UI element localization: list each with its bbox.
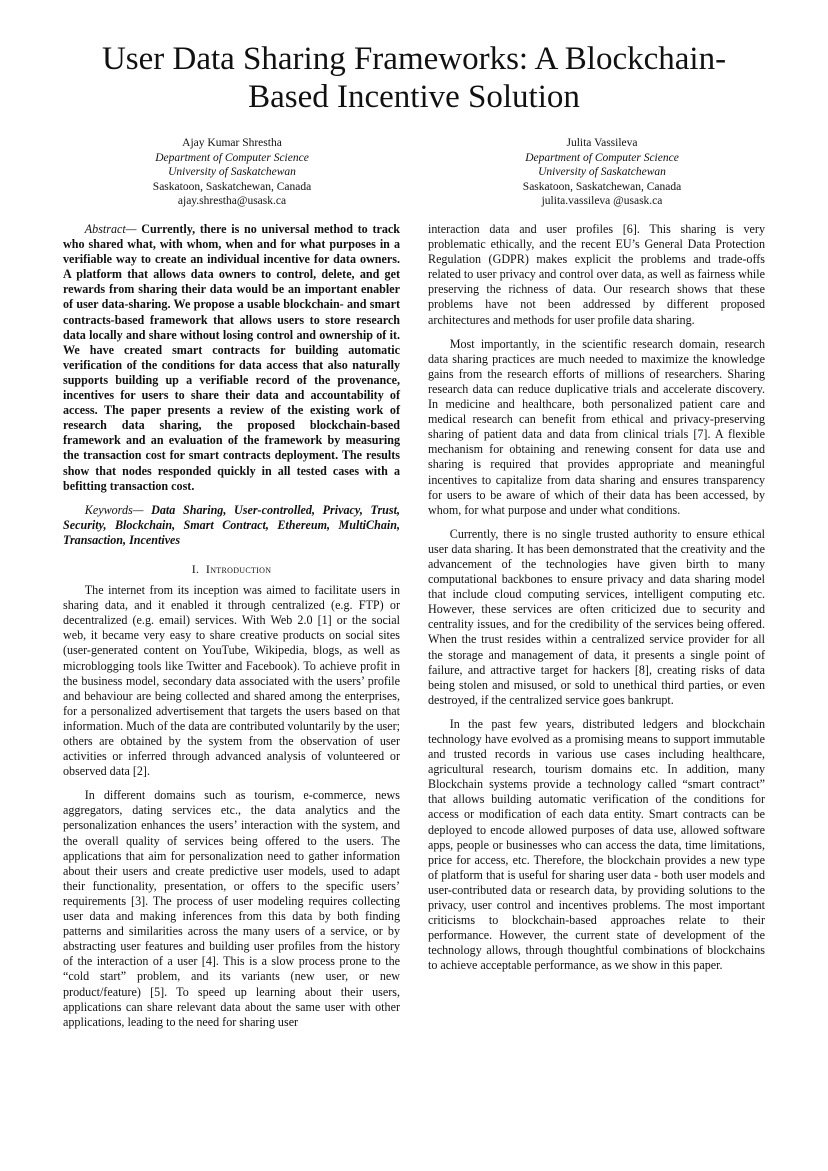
section-number: I. [191, 561, 200, 576]
author-department: Department of Computer Science [155, 151, 309, 164]
right-column [428, 222, 765, 983]
author-department: Department of Computer Science [525, 151, 679, 164]
title-line-1: User Data Sharing Frameworks: A Blockchain- [101, 41, 727, 77]
author-email: julita.vassileva @usask.ca [541, 195, 663, 208]
section-heading [63, 562, 400, 577]
body-paragraph: The internet from its inception was aimed to facilitate users in sharing data, and it enabled it through centralized (e.g. FTP) or decentralized (e.g. email) services. With Web 2.0 [1] or the social web, it became very easy to share creative products on social sites (user-generated content on YouTube, Wikipedia, blogs, as well as microblogging tools like Twitter and Facebook). To achieve profit in the business model, secondary data associated with the users’ profile and behaviour are being collected and shared among the enterprises, for a personalized advertisement that targets the users based on that information. Much of the data are contributed voluntarily by the user; others are obtained by the system from the observation of user activities or inferred through advanced analysis of volunteered or observed data [2]. [63, 583, 400, 779]
keywords-text: Data Sharing, User-controlled, Privacy, Trust, Security, Blockchain, Smart Contract, Ethereum, MultiChain, Transaction, Incentives [63, 502, 400, 547]
author-location: Saskatoon, Saskatchewan, Canada [522, 180, 682, 193]
author-block-1 [82, 136, 382, 209]
abstract [63, 222, 400, 494]
body-paragraph: Most importantly, in the scientific research domain, research data sharing practices are much needed to maximize the knowledge gains from the research efforts of millions of researchers. Sharing research data can reduce duplicative trials and accelerate discovery. In medicine and healthcare, both personalized patient care and medical research can benefit from ethical and privacy-preserving sharing of patient data and data from clinical trials [7]. A flexible mechanism for obtaining and renewing consent for data use and sharing is required that provides appropriate and meaningful incentives to capitalize from data sharing and ensures transparency for users to be aware of which of their data has been accessed, by whom, for what purpose and under what conditions. [428, 336, 765, 517]
body-paragraph: In different domains such as tourism, e-commerce, news aggregators, dating services etc., the data analytics and the personalization enhances the users’ interaction with the system, and the overall quality of services being offered to the users. The applications that aim for personalization need to gather information about their users and create predictive user models, used to adapt their functionality, presentation, or offers to the specific users’ requirements [3]. The process of user modeling requires collecting user data and making inferences from this data by both finding patterns and similarities across the many users of a service, or by abstracting user features and building user profiles from the history of the interaction of a user [4]. This is a slow process prone to the “cold start” problem, and its variants (new user, or new product/feature) [5]. To speed up learning about their users, applications can share relevant data about the same user with other applications, leading to the need for sharing user [63, 788, 400, 1029]
title-line-2: Based Incentive Solution [248, 79, 580, 115]
author-name: Ajay Kumar Shrestha [182, 137, 282, 149]
abstract-lead: Abstract— [84, 222, 137, 236]
left-column [63, 222, 400, 1039]
paper-title [60, 40, 768, 116]
author-block-2 [452, 136, 752, 209]
section-title: Introduction [205, 561, 272, 576]
author-name: Julita Vassileva [566, 137, 638, 149]
author-location: Saskatoon, Saskatchewan, Canada [152, 180, 312, 193]
keywords [63, 503, 400, 548]
author-university: University of Saskatchewan [538, 166, 666, 179]
author-email: ajay.shrestha@usask.ca [177, 195, 287, 208]
keywords-lead: Keywords— [84, 502, 144, 517]
abstract-text: Currently, there is no universal method to track who shared what, with whom, when and for what purposes in a verifiable way to create an individual incentive for data owners. A platform that allows data owners to control, delete, and get rewards from sharing their data would be an important enabler of user data-sharing. We propose a usable blockchain- and smart contracts-based framework that allows users to store research data locally and share without losing control and ownership of it. We have created smart contracts for building automatic verification of the conditions for data access that also naturally supports building up a verifiable record of the provenance, incentives for users to share their data and accountability of access. The paper presents a review of the existing work of research data sharing, the proposed blockchain-based framework and an evaluation of the framework by measuring the transaction cost for smart contracts deployment. The results show that nodes responded quickly in all tested cases with a befitting transaction cost. [63, 222, 400, 493]
body-paragraph: In the past few years, distributed ledgers and blockchain technology have evolved as a promising means to support immutable and trusted records in various use cases including healthcare, agricultural research, tourism domains etc. In addition, many Blockchain systems provide a technology called “smart contract” that allows building automatic verification of the conditions for access or modification of each data entity. Smart contracts can be deployed to encode allowed purposes of data use, allowed software apps, people or businesses who can access the data, time limitations, price for access, etc. Therefore, the blockchain provides a new type of platform that is useful for sharing user data - both user models and user-contributed data or research data, by providing solutions to the privacy, user control and incentives problems. The most important criticisms to blockchain-based approaches relate to their performance. However, the current state of development of the technology allows, through thoughtful combinations of blockchains to achieve acceptable performance, as we show in this paper. [428, 716, 765, 973]
body-paragraph: Currently, there is no single trusted authority to ensure ethical user data sharing. It has been demonstrated that the creativity and the advancement of the technologies have given birth to many computational backbones to ensure privacy and data sharing model that include cloud computing services, intelligent computing etc. However, these services are often criticized due to security and centrality issues, and for the credibility of the services being offered. When the trust resides within a centralized service provider for all the storage and management of data, it presents a single point of failure, and attractive target for hackers [8], creating risks of data being stolen and misused, or sold to unethical third parties, or even destroyed, if the centralized service goes bankrupt. [428, 526, 765, 707]
author-university: University of Saskatchewan [168, 166, 296, 179]
body-paragraph: interaction data and user profiles [6]. This sharing is very problematic ethically, and the recent EU’s General Data Protection Regulation (GDPR) makes explicit the problems and trade-offs related to user privacy and control over data, as well as fairness while preserving the richness of data. Our research shows that these problems have not been addressed by different proposed architectures and methods for user profile data sharing. [428, 222, 765, 327]
